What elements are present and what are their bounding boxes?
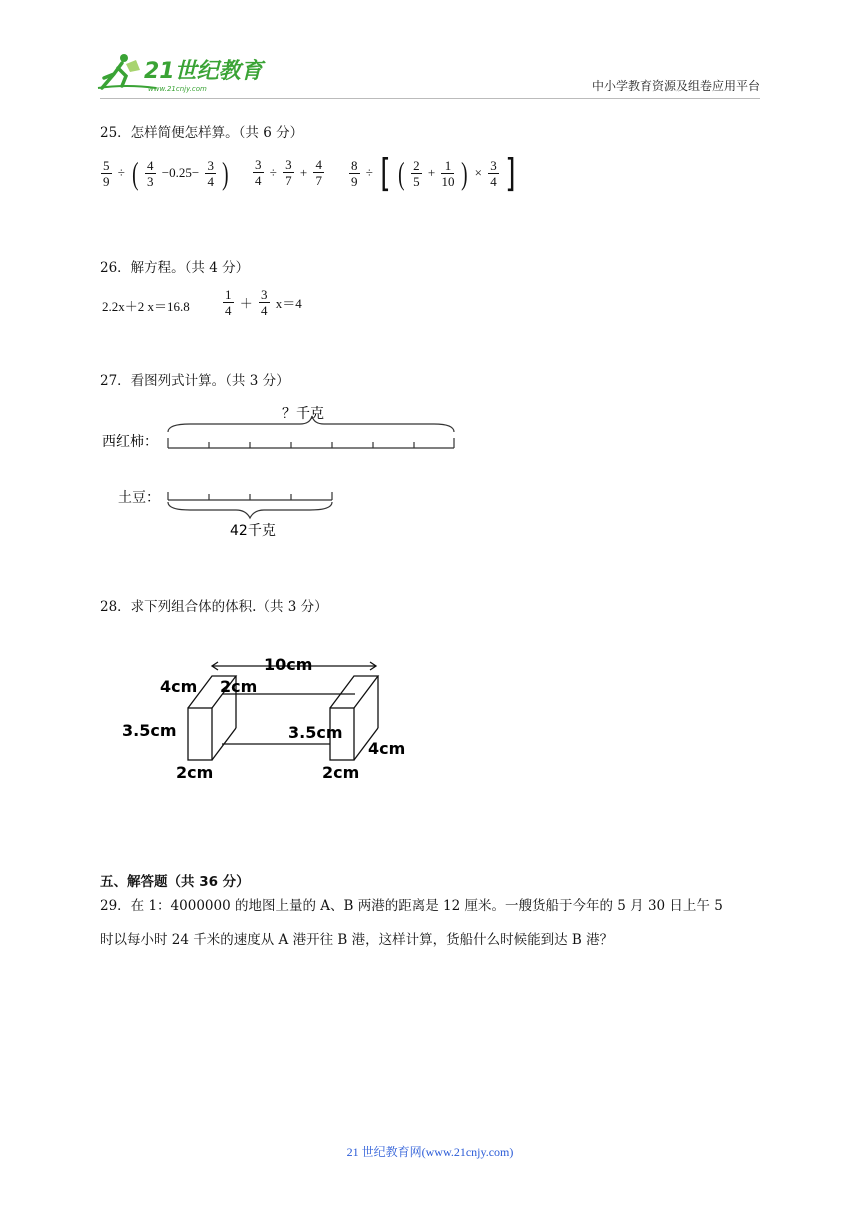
section-title: 五、解答题（共 36 分） xyxy=(100,874,250,890)
q25-expr2: $\frac{3}{4}$ ÷ $\frac{3}{7}$ + $\frac{4}{7}$ xyxy=(255,157,322,188)
logo-url: www.21cnjy.com xyxy=(148,85,207,93)
middle-height-label: 3.5cm xyxy=(288,723,343,742)
q27-title: 27．看图列式计算。（共 3 分） xyxy=(100,373,290,389)
q25-expr3: $\frac{8}{9}$ ÷ [ ( $\frac{2}{5}$ + $\frac{1}{10}$ ) × $\frac{3}{4}$ ] xyxy=(351,151,516,195)
bottom-brace xyxy=(168,502,332,518)
potato-weight-label: 42千克 xyxy=(230,523,276,539)
tomato-bar xyxy=(168,438,454,448)
segment-diagram xyxy=(100,398,470,548)
site-name: 中小学教育资源及组卷应用平台 xyxy=(591,79,760,93)
q26-eq1: 2.2x＋2 x＝16.8 xyxy=(102,299,190,314)
header-divider xyxy=(100,98,760,99)
left-top-height-label: 4cm xyxy=(160,677,198,696)
logo-title: 21世纪教育 xyxy=(144,59,263,84)
top-width-label: 2cm xyxy=(220,677,258,696)
potato-label: 土豆： xyxy=(118,490,160,506)
solid-figure xyxy=(110,650,430,790)
right-depth-label: 4cm xyxy=(368,739,406,758)
top-brace xyxy=(168,416,454,432)
site-logo xyxy=(96,48,266,96)
q28-title: 28．求下列组合体的体积.（共 3 分） xyxy=(100,599,328,615)
q29-line1: 29．在 1：4000000 的地图上量的 A、B 两港的距离是 12 厘米。一艘货船于今年的 5 月 30 日上午 5 xyxy=(100,898,723,914)
footer-link[interactable]: 21 世纪教育网(www.21cnjy.com) xyxy=(346,1145,514,1159)
q26-eq2: $\frac{1}{4}$ ＋ $\frac{3}{4}$ x＝4 xyxy=(225,287,302,318)
tomato-label: 西红柿： xyxy=(102,434,158,450)
q25-expr1: $\frac{5}{9}$ ÷ ( $\frac{4}{3}$ −0.25− $\frac{3}{4}$ ) xyxy=(103,155,229,191)
q26-title: 26．解方程。（共 4 分） xyxy=(100,260,250,276)
length-label: 10cm xyxy=(264,655,313,674)
left-height-label: 3.5cm xyxy=(122,721,177,740)
solid-outline xyxy=(188,662,378,760)
right-bottom-label: 2cm xyxy=(322,763,360,782)
total-weight-label: ？千克 xyxy=(282,406,324,422)
q25-title: 25．怎样简便怎样算。（共 6 分） xyxy=(100,125,304,141)
potato-bar xyxy=(168,492,332,500)
left-bottom-label: 2cm xyxy=(176,763,214,782)
q29-line2: 时以每小时 24 千米的速度从 A 港开往 B 港，这样计算，货船什么时候能到达 B 港？ xyxy=(100,932,614,948)
